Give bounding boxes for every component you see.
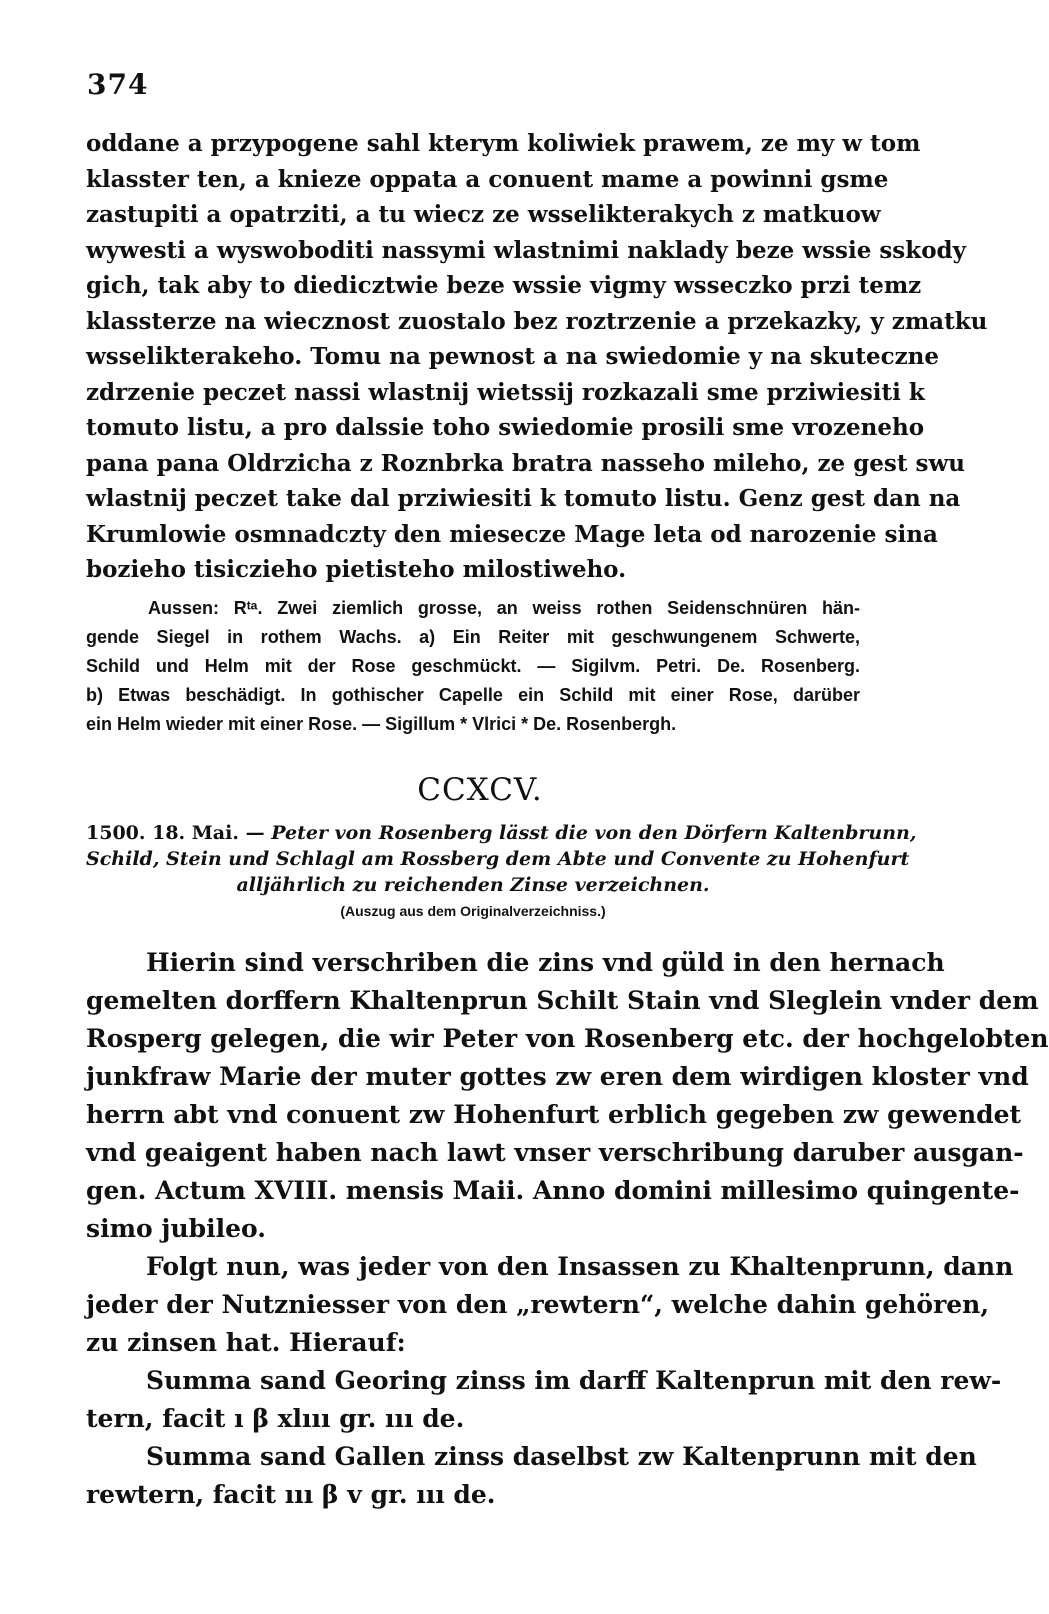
text-line: wsselikterakeho. Tomu na pewnost a na swiedomie y na skuteczne — [86, 343, 940, 370]
text-line: wlastnij peczet take dal prziwiesiti k tomuto listu. Genz gest dan na — [86, 485, 961, 512]
regest-source: (Auszug aus dem Originalverzeichniss.) — [340, 903, 606, 919]
body-text — [86, 944, 1049, 1514]
text-line: wywesti a wyswoboditi nassymi wlastnimi naklady beze wssie sskody — [86, 236, 966, 264]
regest-line — [86, 820, 917, 846]
text-line: simo jubileo. — [86, 1214, 266, 1243]
text-line: gemelten dorffern Khaltenprun Schilt Stain vnd Sleglein vnder dem — [86, 986, 1039, 1015]
regest-text: — Peter von Rosenberg lässt die von den Dörfern Kaltenbrunn, — [245, 822, 917, 844]
text-line: tern, facit ı β xlııı gr. ııı de. — [86, 1404, 465, 1433]
note-line: b) Etwas beschädigt. In gothischer Capelle ein Schild mit einer Rose, darüber — [86, 685, 860, 705]
text-line: gen. Actum XVIII. mensis Maii. Anno domini millesimo quingente- — [86, 1176, 1020, 1205]
note-line: ein Helm wieder mit einer Rose. — Sigillum * Vlrici * De. Rosenbergh. — [86, 714, 677, 734]
text-line: herrn abt vnd conuent zw Hohenfurt erblich gegeben zw gewendet — [86, 1100, 1022, 1129]
note-line: Schild und Helm mit der Rose geschmückt. — Sigilvm. Petri. De. Rosenberg. — [86, 656, 860, 676]
section-heading: CCXCV. — [417, 772, 543, 808]
text-line: junkfraw Marie der muter gottes zw eren dem wirdigen kloster vnd — [86, 1062, 1029, 1091]
text-line: zastupiti a opatrziti, a tu wiecz ze wsselikterakych z matkuow — [86, 201, 881, 228]
text-line: klasster ten, a knieze oppata a conuent mame a powinni gsme — [86, 165, 889, 193]
text-line: pana pana Oldrzicha z Roznbrka bratra nasseho mileho, ze gest swu — [86, 449, 965, 477]
text-line: tomuto listu, a pro dalssie toho swiedomie prosili sme vrozeneho — [86, 414, 925, 441]
text-line: vnd geaigent haben nach lawt vnser verschribung daruber ausgan- — [86, 1138, 1024, 1167]
note-line: gende Siegel in rothem Wachs. a) Ein Reiter mit geschwungenem Schwerte, — [86, 627, 860, 647]
text-line: bozieho tisiczieho pietisteho milostiweho. — [86, 556, 627, 583]
regest-line: alljährlich zu reichenden Zinse verzeichnen. — [236, 874, 710, 896]
note-line: Aussen: Rᵗᵃ. Zwei ziemlich grosse, an weiss rothen Seidenschnüren hän- — [148, 598, 860, 618]
regest-line: Schild, Stein und Schlagl am Rossberg dem Abte und Convente zu Hohenfurt — [86, 848, 910, 870]
seal-note — [86, 594, 860, 739]
text-line: gich, tak aby to diedicztwie beze wssie vigmy wsseczko przi temz — [86, 272, 922, 299]
charter-text — [86, 126, 988, 588]
text-line: Rosperg gelegen, die wir Peter von Rosenberg etc. der hochgelobten — [86, 1024, 1049, 1053]
page-number: 374 — [87, 68, 149, 101]
text-line: jeder der Nutzniesser von den „rewtern“, welche dahin gehören, — [86, 1290, 990, 1319]
text-line: zu zinsen hat. Hierauf: — [86, 1328, 406, 1357]
text-line: rewtern, facit ııı β v gr. ııı de. — [86, 1480, 496, 1509]
text-line: Hierin sind verschriben die zins vnd güld in den hernach — [146, 948, 945, 977]
text-line: Summa sand Georing zinss im darff Kaltenprun mit den rew- — [146, 1366, 1002, 1395]
regest-date: 1500. 18. Mai. — [86, 822, 239, 844]
regest — [86, 820, 917, 924]
text-line: klassterze na wiecznost zuostalo bez roztrzenie a przekazky, y zmatku — [86, 307, 988, 335]
text-line: Folgt nun, was jeder von den Insassen zu Khaltenprunn, dann — [146, 1252, 1014, 1281]
text-line: zdrzenie peczet nassi wlastnij wietssij rozkazali sme prziwiesiti k — [86, 378, 925, 406]
text-line: Krumlowie osmnadczty den miesecze Mage leta od narozenie sina — [86, 520, 938, 548]
text-line: Summa sand Gallen zinss daselbst zw Kaltenprunn mit den — [146, 1442, 977, 1471]
text-line: oddane a przypogene sahl kterym koliwiek prawem, ze my w tom — [86, 130, 921, 157]
